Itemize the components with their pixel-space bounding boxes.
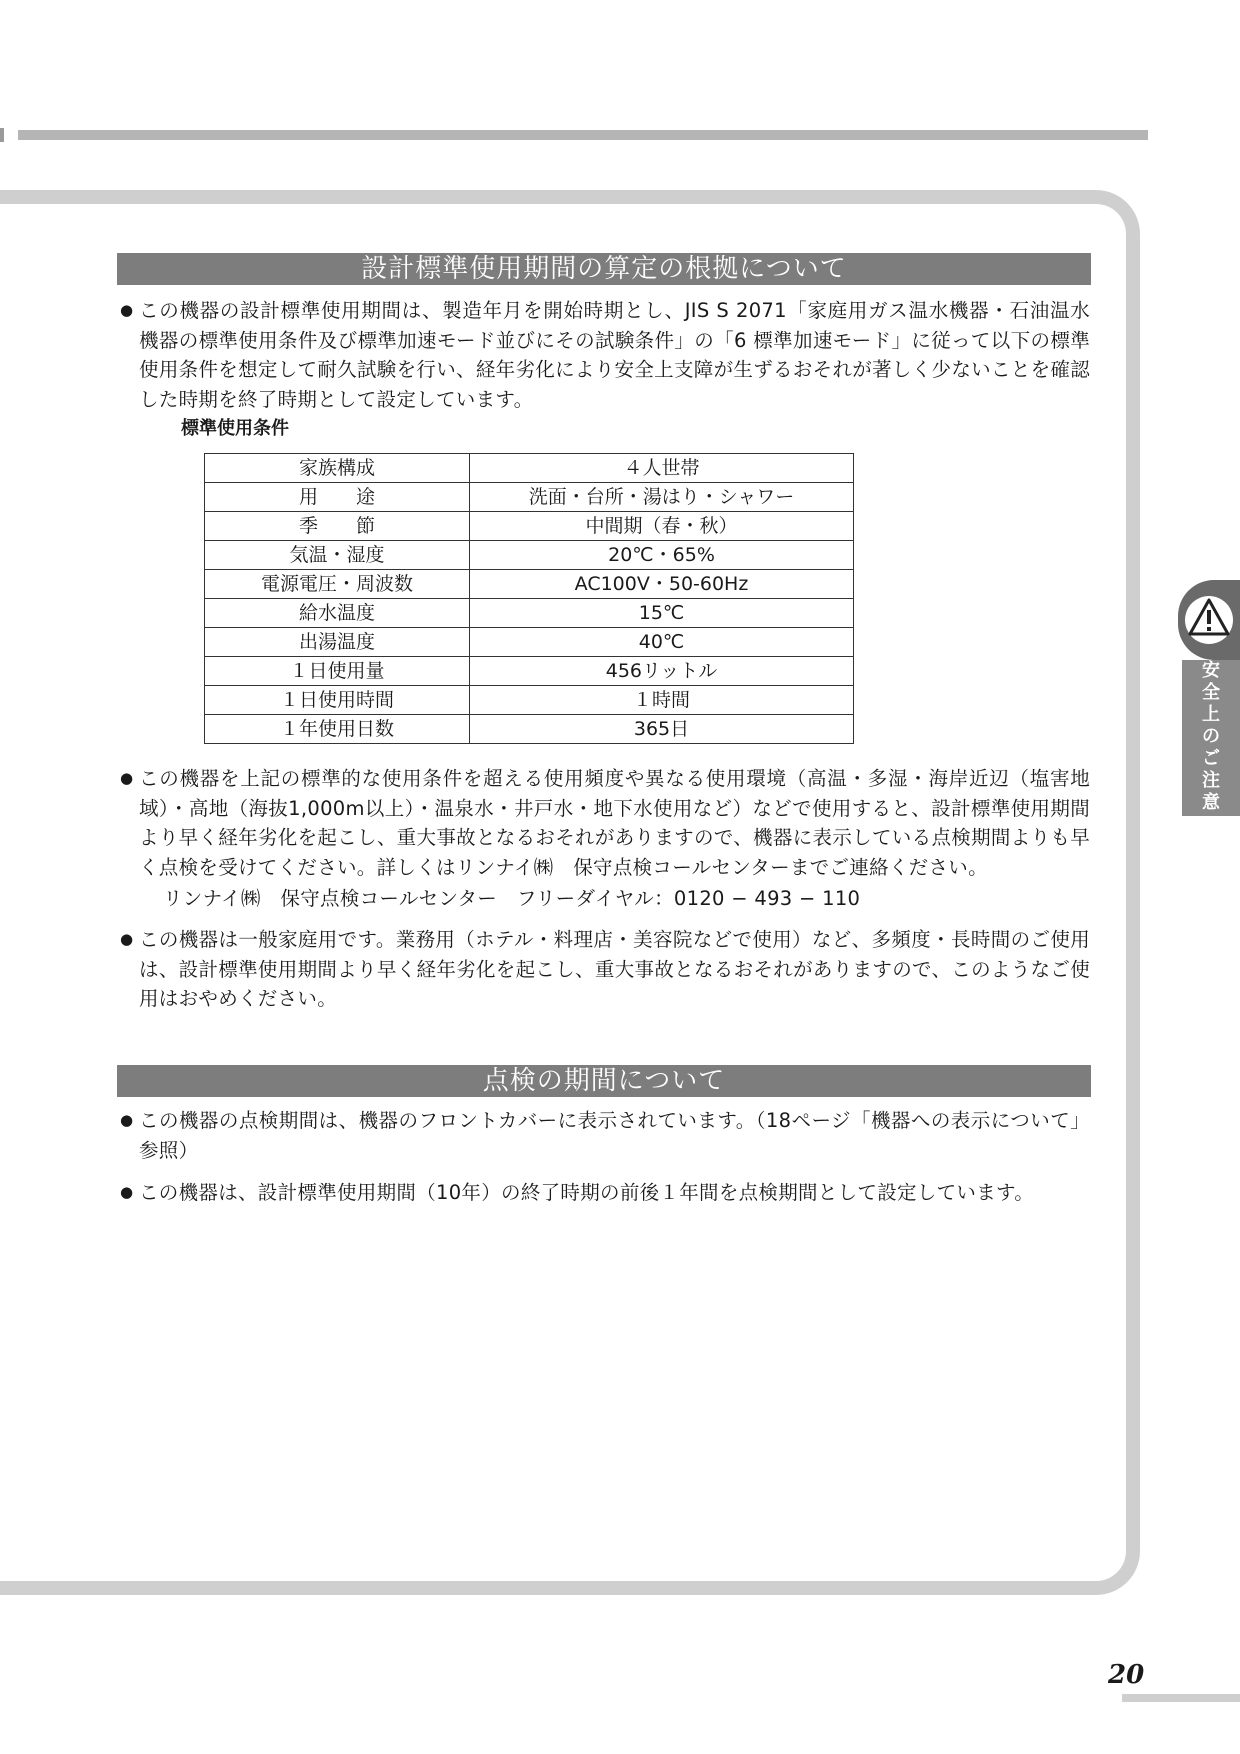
table-row — [205, 541, 854, 570]
table-row — [205, 686, 854, 715]
condition-value: 洗面・台所・湯はり・シャワー — [470, 483, 854, 512]
table-row — [205, 454, 854, 483]
table-label: 標準使用条件 — [181, 418, 289, 439]
table-row — [205, 570, 854, 599]
bullet-inspection-timing — [120, 1178, 1090, 1208]
condition-item: 家族構成 — [205, 454, 470, 483]
side-tab-char: 安 — [1202, 660, 1220, 681]
condition-item: １日使用時間 — [205, 686, 470, 715]
top-bar-tick — [0, 128, 4, 142]
condition-item: １日使用量 — [205, 657, 470, 686]
condition-item: 気温・湿度 — [205, 541, 470, 570]
condition-value: 456リットル — [470, 657, 854, 686]
side-tab-char: 上 — [1202, 704, 1220, 725]
bullet-icon: ● — [120, 769, 134, 787]
condition-item: 給水温度 — [205, 599, 470, 628]
bullet-text: この機器の設計標準使用期間は、製造年月を開始時期とし、JIS S 2071「家庭用ガス温水機器・石油温水機器の標準使用条件及び標準加速モード並びにその試験条件」の「6 標準加速モード」に従って以下の標準使用条件を想定して耐久試験を行い、経年劣化により安全上支障が生ずるおそれが著しく少ないことを確認した時期を終了時期として設定しています。 — [139, 299, 1090, 411]
condition-value: 20℃・65% — [470, 541, 854, 570]
condition-value: 365日 — [470, 715, 854, 744]
warning-icon-badge — [1178, 580, 1240, 660]
table-row — [205, 628, 854, 657]
side-index-tab — [1178, 580, 1240, 816]
bullet-usage-warning — [120, 764, 1090, 882]
top-decorative-bar — [18, 130, 1148, 140]
table-row — [205, 715, 854, 744]
condition-item: 季 節 — [205, 512, 470, 541]
call-center-contact: リンナイ㈱ 保守点検コールセンター フリーダイヤル：0120 − 493 − 110 — [163, 887, 861, 910]
condition-value: 15℃ — [470, 599, 854, 628]
bullet-icon: ● — [120, 301, 134, 319]
bullet-text: この機器を上記の標準的な使用条件を超える使用頻度や異なる使用環境（高温・多湿・海岸近辺（塩害地域）・高地（海抜1,000m以上）・温泉水・井戸水・地下水使用など）などで使用すると、設計標準使用期間より早く経年劣化を起こし、重大事故となるおそれがありますので、機器に表示している点検期間よりも早く点検を受けてください。詳しくはリンナイ㈱ 保守点検コールセンターまでご連絡ください。 — [139, 767, 1090, 879]
side-tab-char: ご — [1202, 748, 1220, 769]
side-tab-char: 意 — [1202, 792, 1220, 813]
bullet-icon: ● — [120, 1111, 134, 1129]
bullet-household-use — [120, 925, 1090, 1014]
condition-item: 出湯温度 — [205, 628, 470, 657]
table-row — [205, 657, 854, 686]
bullet-text: この機器は一般家庭用です。業務用（ホテル・料理店・美容院などで使用）など、多頻度・長時間のご使用は、設計標準使用期間より早く経年劣化を起こし、重大事故となるおそれがありますので、このようなご使用はおやめください。 — [139, 928, 1090, 1010]
section-title-inspection-period: 点検の期間について — [117, 1065, 1091, 1097]
condition-value: 中間期（春・秋） — [470, 512, 854, 541]
condition-item: 用 途 — [205, 483, 470, 512]
side-tab-char: 全 — [1202, 682, 1220, 703]
bullet-icon: ● — [120, 1183, 134, 1201]
condition-value: １時間 — [470, 686, 854, 715]
page-number: 20 — [1108, 1660, 1145, 1690]
page-number-bar — [1122, 1694, 1240, 1702]
condition-value: AC100V・50-60Hz — [470, 570, 854, 599]
condition-value: ４人世帯 — [470, 454, 854, 483]
bullet-icon: ● — [120, 930, 134, 948]
table-row — [205, 512, 854, 541]
bullet-inspection-display — [120, 1106, 1090, 1165]
table-row — [205, 599, 854, 628]
standard-conditions-table — [204, 453, 854, 744]
side-tab-char: 注 — [1202, 770, 1220, 791]
table-row — [205, 483, 854, 512]
condition-item: 電源電圧・周波数 — [205, 570, 470, 599]
condition-item: １年使用日数 — [205, 715, 470, 744]
side-tab-label — [1182, 660, 1240, 816]
side-tab-char: の — [1202, 726, 1220, 747]
bullet-design-period-basis — [120, 296, 1090, 414]
condition-value: 40℃ — [470, 628, 854, 657]
section-title-design-period: 設計標準使用期間の算定の根拠について — [117, 253, 1091, 285]
bullet-text: この機器の点検期間は、機器のフロントカバーに表示されています。（18ページ「機器への表示について」参照） — [139, 1109, 1090, 1162]
bullet-text: この機器は、設計標準使用期間（10年）の終了時期の前後１年間を点検期間として設定しています。 — [139, 1181, 1035, 1204]
warning-triangle-icon — [1184, 590, 1234, 646]
